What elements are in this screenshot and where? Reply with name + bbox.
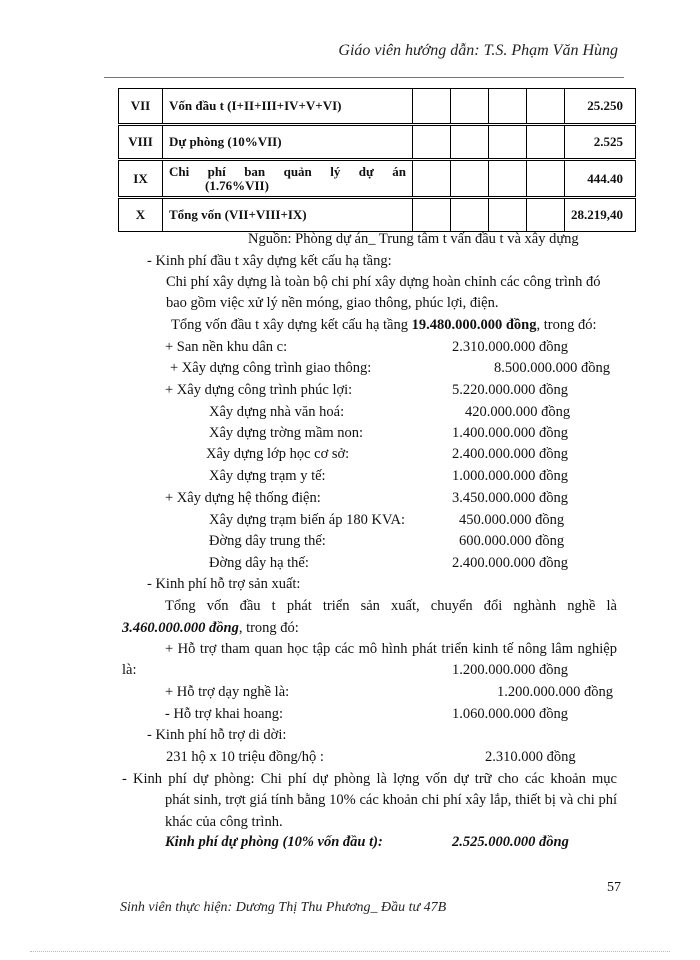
page-footer-student: Sinh viên thực hiện: Dương Thị Thu Phương_ Đầu tư 47B [120,900,447,915]
infra-para-line1: Chi phí xây dựng là toàn bộ chi phí xây dựng hoàn chỉnh các công trình đó [166,274,601,290]
reserve-summary-label: Kinh phí dự phòng (10% vốn đầu t): [165,834,383,850]
infra-total-amount: 19.480.000.000 đồng [411,317,537,333]
infra-total [171,317,597,334]
infra-item-value: 2.400.000.000 đồng [452,555,568,571]
row-value: 444.40 [565,160,636,198]
production-amount [122,620,299,637]
empty-cell [451,89,489,125]
row-number: IX [119,160,163,198]
row-name: Vốn đầu t (I+II+III+IV+V+VI) [163,89,413,125]
row-value: 25.250 [565,89,636,125]
infra-total-prefix: Tổng vốn đầu t xây dựng kết cấu hạ tầng [171,317,412,333]
row-value: 28.219,40 [565,198,636,232]
infra-para-line2: bao gồm việc xử lý nền móng, giao thông, phúc lợi, điện. [166,295,499,311]
infra-item-value: 420.000.000 đồng [465,404,571,420]
production-item1-line1: + Hỗ trợ tham quan học tập các mô hình phát triển kinh tế nông lâm nghiệp [165,641,617,657]
row-value: 2.525 [565,125,636,160]
infra-item-value: 3.450.000.000 đồng [452,490,568,506]
row-name [163,160,413,198]
reserve-line2: phát sinh, trợt giá tính bằng 10% các khoản chi phí xây lắp, thiết bị và chi phí [165,792,617,808]
row-number: X [119,198,163,232]
header-divider [104,77,624,78]
production-item1-value: 1.200.000.000 đồng [452,662,568,678]
reserve-line1: - Kinh phí dự phòng: Chi phí dự phòng là lợng vốn dự trữ cho các khoản mục [122,771,617,787]
infra-item-value: 2.400.000.000 đồng [452,446,568,462]
table-row [119,89,636,125]
capital-summary-table [118,88,636,232]
empty-cell [451,160,489,198]
production-item3-label: - Hỗ trợ khai hoang: [165,706,284,722]
infra-item-label: Xây dựng nhà văn hoá: [209,404,345,420]
table-row [119,160,636,198]
infra-item-label: Xây dựng lớp học cơ sở: [206,446,350,462]
infra-item-value: 600.000.000 đồng [459,533,565,549]
empty-cell [527,125,565,160]
page-number: 57 [607,880,621,895]
empty-cell [489,89,527,125]
empty-cell [527,89,565,125]
table-row [119,198,636,232]
empty-cell [489,198,527,232]
infra-item-label: + Xây dựng công trình phúc lợi: [165,382,353,398]
relocation-heading: - Kinh phí hỗ trợ di dời: [147,727,287,743]
production-amount-suffix: , trong đó: [238,620,299,636]
infra-item-label: + Xây dựng hệ thống điện: [165,490,321,506]
empty-cell [413,89,451,125]
production-para: Tổng vốn đầu t phát triển sản xuất, chuyển đổi nghành nghề là [165,598,617,614]
infra-item-label: Xây dựng trờng mầm non: [209,425,364,441]
empty-cell [527,160,565,198]
production-heading: - Kinh phí hỗ trợ sản xuất: [147,576,301,592]
relocation-label: 231 hộ x 10 triệu đồng/hộ : [166,749,324,765]
row-name-line2: (1.76%VII) [205,177,269,193]
empty-cell [413,198,451,232]
table-row [119,125,636,160]
page-header-advisor: Giáo viên hướng dẫn: T.S. Phạm Văn Hùng [338,42,618,59]
row-number: VII [119,89,163,125]
reserve-line3: khác của công trình. [165,814,283,830]
empty-cell [451,125,489,160]
row-name: Dự phòng (10%VII) [163,125,413,160]
empty-cell [489,125,527,160]
infra-item-value: 5.220.000.000 đồng [452,382,568,398]
infra-item-label: + Xây dựng công trình giao thông: [170,360,372,376]
infra-item-label: Xây dựng trạm biến áp 180 KVA: [209,512,406,528]
page-bottom-divider [30,951,670,952]
infra-heading: - Kinh phí đầu t xây dựng kết cấu hạ tầng: [147,253,392,269]
infra-item-value: 450.000.000 đồng [459,512,565,528]
infra-item-value: 1.400.000.000 đồng [452,425,568,441]
row-name-line1: Chi phí ban quản lý dự án [169,163,406,179]
reserve-summary-value: 2.525.000.000 đồng [452,834,569,850]
table-source-note: Nguồn: Phòng dự án_ Trung tâm t vấn đầu t và xây dựng [248,231,579,247]
production-item3-value: 1.060.000.000 đồng [452,706,568,722]
infra-item-label: Đờng dây trung thế: [209,533,326,549]
relocation-value: 2.310.000 đồng [485,749,576,765]
infra-item-value: 8.500.000.000 đồng [494,360,610,376]
infra-total-suffix: , trong đó: [536,317,597,333]
production-item2-label: + Hỗ trợ dạy nghề là: [165,684,290,700]
empty-cell [489,160,527,198]
row-name: Tổng vốn (VII+VIII+IX) [163,198,413,232]
infra-item-label: Đờng dây hạ thế: [209,555,309,571]
empty-cell [527,198,565,232]
empty-cell [451,198,489,232]
row-number: VIII [119,125,163,160]
infra-item-value: 1.000.000.000 đồng [452,468,568,484]
production-item2-value: 1.200.000.000 đồng [497,684,613,700]
empty-cell [413,125,451,160]
infra-item-value: 2.310.000.000 đồng [452,339,568,355]
infra-item-label: + San nền khu dân c: [165,339,288,355]
production-item1-line2: là: [122,662,137,678]
infra-item-label: Xây dựng trạm y tế: [209,468,326,484]
production-amount-value: 3.460.000.000 đồng [122,620,239,636]
empty-cell [413,160,451,198]
